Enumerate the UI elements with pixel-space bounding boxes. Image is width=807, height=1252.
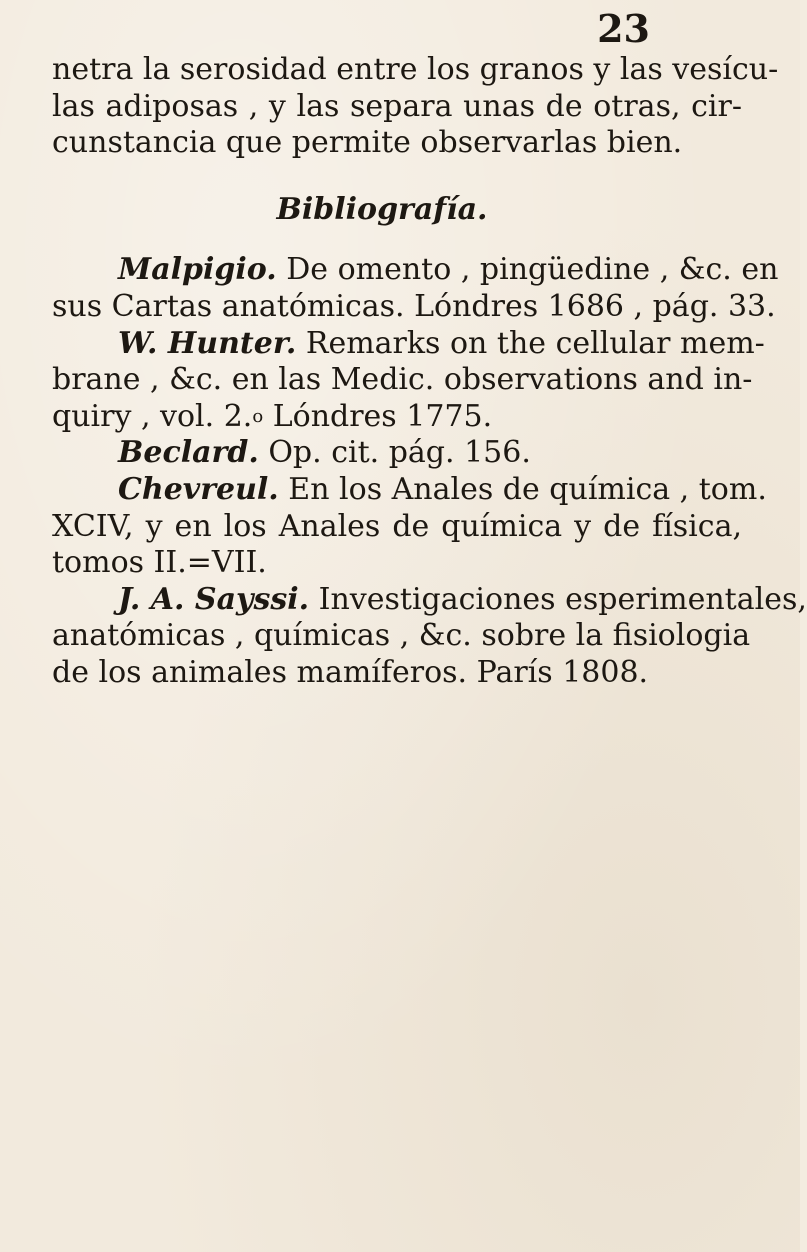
bibliography-entry-line: brane , &c. en las Medic. observations and in- bbox=[52, 362, 753, 398]
bibliography-entry-line bbox=[52, 435, 742, 472]
bibliography-heading: Bibliografía. bbox=[276, 191, 488, 227]
entry-author: Beclard. bbox=[118, 435, 259, 471]
page-text bbox=[52, 52, 807, 692]
bibliography-entry-line: de los animales mamíferos. París 1808. bbox=[52, 654, 649, 690]
entry-text: De omento , pingüedine , &c. en bbox=[276, 252, 779, 288]
bibliography-entry-line: XCIV, y en los Anales de química y de física, bbox=[52, 508, 742, 544]
entry-text: En los Anales de química , tom. bbox=[278, 471, 767, 507]
bibliography-entry-line: sus Cartas anatómicas. Lóndres 1686 , pág. 33. bbox=[52, 288, 776, 324]
entry-text: Remarks on the cellular mem- bbox=[296, 325, 765, 361]
entry-text: quiry , vol. 2. bbox=[52, 398, 253, 434]
entry-author: Chevreul. bbox=[118, 471, 279, 507]
bibliography-entry-line bbox=[52, 399, 742, 436]
bibliography-entry-line: tomos II.=VII. bbox=[52, 545, 267, 581]
paragraph-line: netra la serosidad entre los granos y las vesícu- bbox=[52, 52, 779, 87]
page-number: 23 bbox=[597, 6, 650, 51]
entry-author: Malpigio. bbox=[118, 252, 277, 288]
entry-text: Investigaciones esperimentales, bbox=[309, 581, 807, 617]
bibliography-entry-line bbox=[52, 252, 779, 289]
degree-mark: o bbox=[252, 405, 264, 427]
bibliography-entry-line bbox=[52, 581, 807, 619]
entry-author: W. Hunter. bbox=[118, 325, 297, 361]
entry-text: Op. cit. pág. 156. bbox=[258, 435, 531, 471]
paragraph-line: las adiposas , y las separa unas de otras, cir- bbox=[52, 88, 742, 124]
bibliography-entry-line bbox=[52, 325, 765, 363]
bibliography-entry-line: anatómicas , químicas , &c. sobre la fisiologia bbox=[52, 618, 751, 654]
paragraph-line: cunstancia que permite observarlas bien. bbox=[52, 125, 683, 161]
entry-text: Lóndres 1775. bbox=[263, 398, 493, 434]
entry-author: J. A. Sayssi. bbox=[118, 581, 310, 617]
bibliography-entry-line bbox=[52, 471, 767, 509]
